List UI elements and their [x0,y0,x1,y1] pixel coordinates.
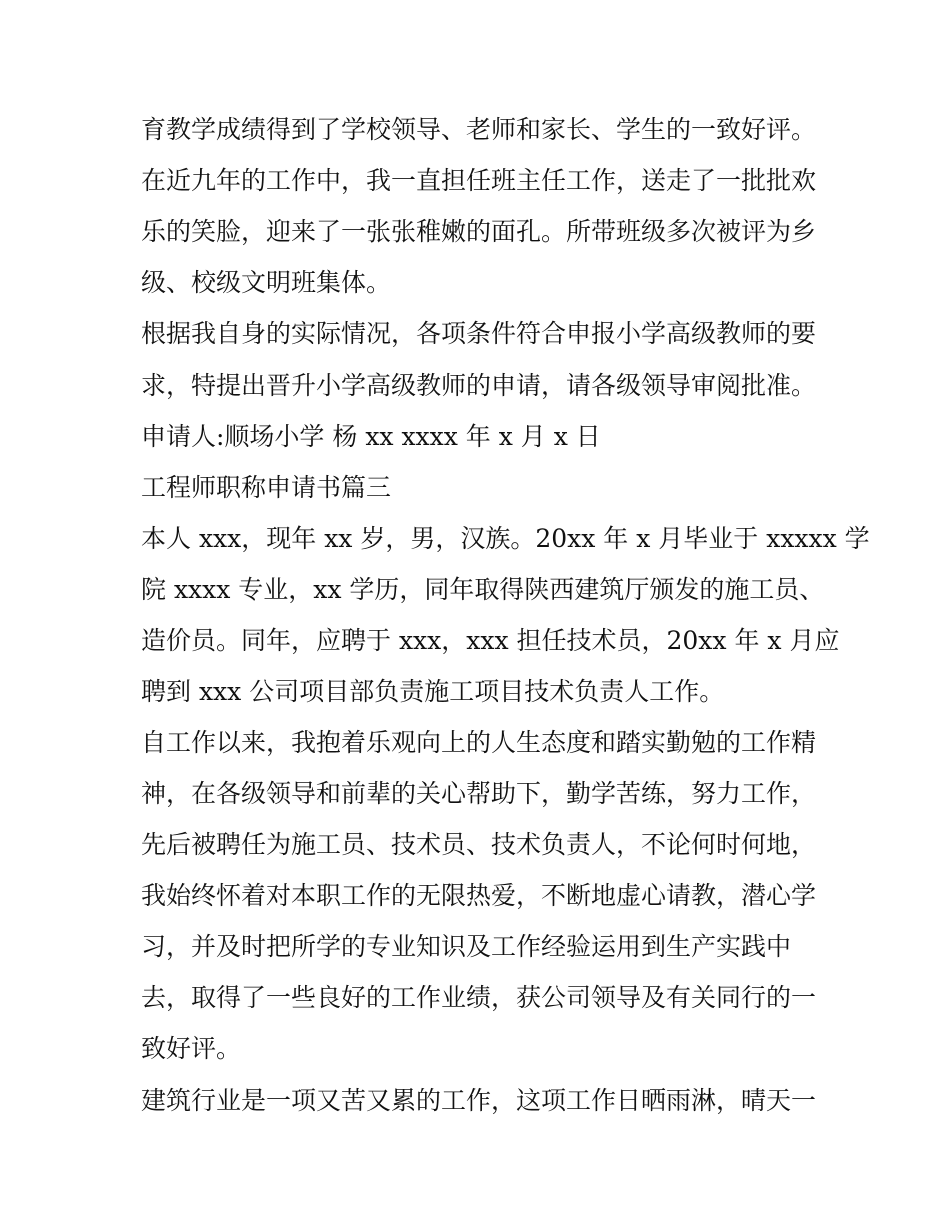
text-line: 建筑行业是一项又苦又累的工作，这项工作日晒雨淋，晴天一 [141,1086,817,1115]
text-line: 级、校级文明班集体。 [141,268,392,297]
text-line: 自工作以来，我抱着乐观向上的人生态度和踏实勤勉的工作精 [141,728,817,757]
section-heading: 工程师职称申请书篇三 [141,473,392,502]
text-line: 根据我自身的实际情况，各项条件符合申报小学高级教师的要 [141,319,817,348]
text-line: 本人 xxx，现年 xx 岁，男，汉族。20xx 年 x 月毕业于 xxxxx 学 [141,524,870,553]
text-line: 求，特提出晋升小学高级教师的申请，请各级领导审阅批准。 [141,371,817,400]
text-line: 乐的笑脸，迎来了一张张稚嫩的面孔。所带班级多次被评为乡 [141,217,817,246]
text-line: 我始终怀着对本职工作的无限热爱，不断地虚心请教，潜心学 [141,881,817,910]
text-line: 先后被聘任为施工员、技术员、技术负责人，不论何时何地， [141,830,817,859]
text-line: 院 xxxx 专业，xx 学历，同年取得陕西建筑厅颁发的施工员、 [141,575,825,604]
signature-line: 申请人:顺场小学 杨 xx xxxx 年 x 月 x 日 [141,422,601,451]
text-line: 习，并及时把所学的专业知识及工作经验运用到生产实践中 [141,932,792,961]
text-line: 去，取得了一些良好的工作业绩，获公司领导及有关同行的一 [141,983,817,1012]
text-line: 在近九年的工作中，我一直担任班主任工作，送走了一批批欢 [141,166,817,195]
text-line: 致好评。 [141,1034,242,1063]
text-line: 育教学成绩得到了学校领导、老师和家长、学生的一致好评。 [141,115,817,144]
text-line: 神，在各级领导和前辈的关心帮助下，勤学苦练，努力工作， [141,779,817,808]
text-line: 造价员。同年，应聘于 xxx，xxx 担任技术员，20xx 年 x 月应 [141,626,840,655]
text-line: 聘到 xxx 公司项目部负责施工项目技术负责人工作。 [141,677,725,706]
